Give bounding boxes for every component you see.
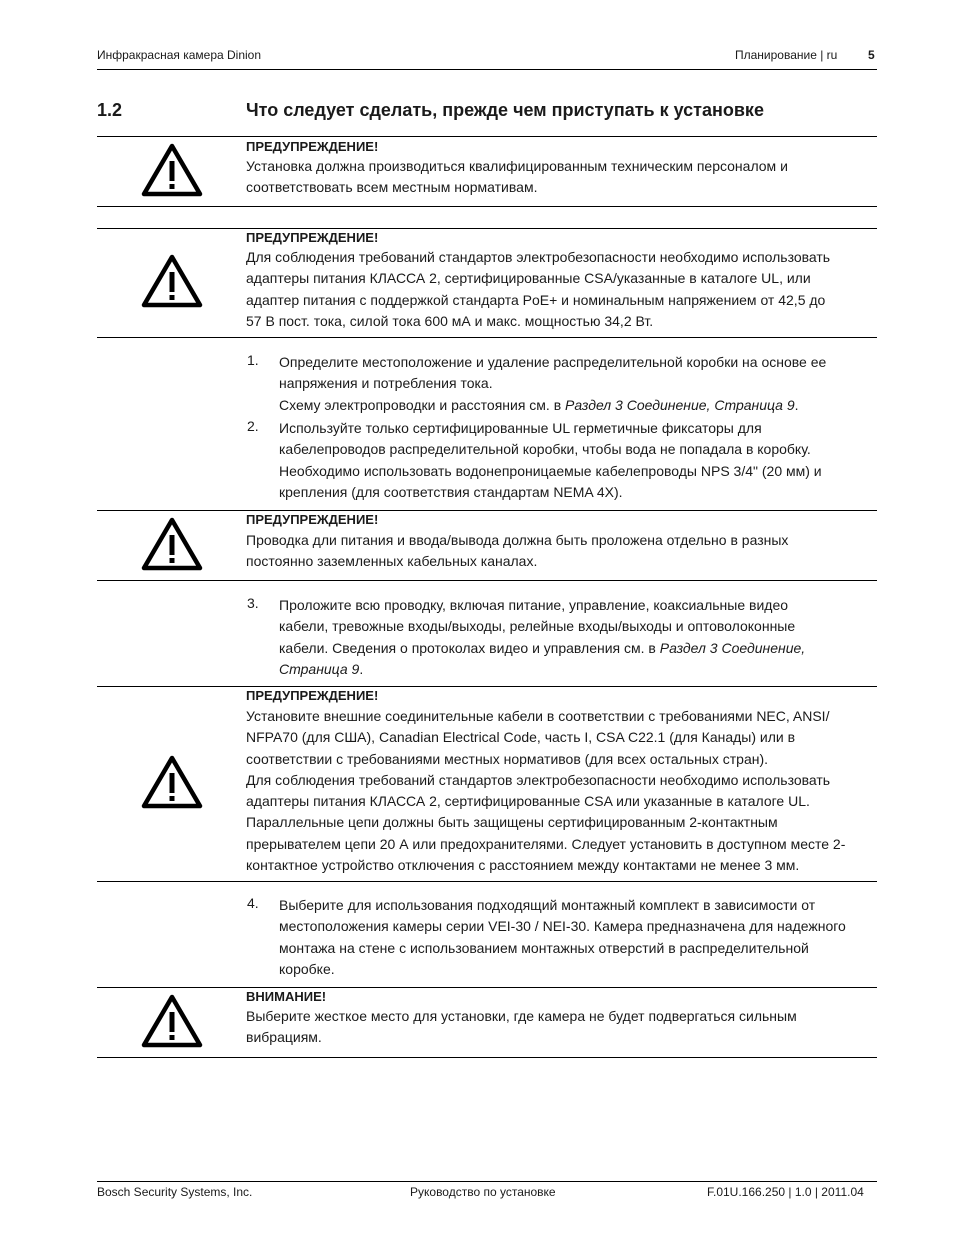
reference-link[interactable]: Страница 9 xyxy=(279,660,360,677)
reference-prefix: кабели. Сведения о протоколах видео и управления см. в xyxy=(279,639,660,656)
step-reference xyxy=(279,395,879,416)
step-number: 3. xyxy=(247,595,259,611)
reference-link[interactable]: Раздел 3 Соединение, Страница 9 xyxy=(565,396,795,413)
header-right: Планирование | ru xyxy=(735,48,838,62)
warning-icon xyxy=(140,142,204,198)
note-line: адаптеры питания КЛАССА 2, сертифицированные CSA/указанные в каталоге UL, или xyxy=(246,270,811,287)
step-line: Проложите всю проводку, включая питание, управление, коаксиальные видео xyxy=(279,597,789,613)
note-title: ПРЕДУПРЕЖДЕНИЕ! xyxy=(246,512,379,527)
step-text xyxy=(279,595,879,680)
note-line: Установите внешние соединительные кабели в соответствии с требованиями NEC, ANSI/ xyxy=(246,708,830,724)
note-line: адаптер питания с поддержкой стандарта PoE+ и номинальным напряжением от 42,5 до xyxy=(246,291,826,308)
step-line xyxy=(279,638,879,659)
note-line: Проводка дли питания и ввода/вывода должна быть проложена отдельно в разных xyxy=(246,532,789,548)
step-line: местоположения камеры серии VEI-30 / NEI-30. Камера предназначена для надежного xyxy=(279,918,846,935)
note-title: ПРЕДУПРЕЖДЕНИЕ! xyxy=(246,230,379,245)
footer-center: Руководство по установке xyxy=(410,1185,556,1199)
step-number: 1. xyxy=(247,352,259,368)
note-line: постоянно заземленных кабельных каналах. xyxy=(246,553,538,570)
step-line: Выберите для использования подходящий монтажный комплект в зависимости от xyxy=(279,897,816,913)
header-rule xyxy=(97,69,877,70)
note-line: Выберите жесткое место для установки, где камера не будет подвергаться сильным xyxy=(246,1008,797,1024)
note-line: контактное устройство отключения с расстоянием между контактами не менее 3 мм. xyxy=(246,857,800,874)
note-title: ВНИМАНИЕ! xyxy=(246,989,327,1004)
note-rule-top xyxy=(97,987,877,988)
note-line: вибрациям. xyxy=(246,1029,322,1046)
step-line: Используйте только сертифицированные UL герметичные фиксаторы для xyxy=(279,420,762,436)
note-rule-bottom xyxy=(97,337,877,338)
note-body xyxy=(246,247,886,332)
step-line: кабелепроводов распределительной коробки, чтобы вода не попадала в коробку. xyxy=(279,441,811,458)
step-line: напряжения и потребления тока. xyxy=(279,375,493,392)
note-body xyxy=(246,706,886,876)
note-line: Для соблюдения требований стандартов электробезопасности необходимо использовать xyxy=(246,771,831,788)
note-body xyxy=(246,156,886,199)
note-body xyxy=(246,530,886,573)
step-line: Необходимо использовать водонепроницаемые кабелепроводы NPS 3/4" (20 мм) и xyxy=(279,462,822,479)
warning-icon xyxy=(140,993,204,1049)
reference-suffix: . xyxy=(794,396,799,413)
note-rule-bottom xyxy=(97,206,877,207)
note-line: NFPA70 (для США), Canadian Electrical Code, часть I, CSA C22.1 (для Канады) или в xyxy=(246,729,796,746)
note-rule-bottom xyxy=(97,1057,877,1058)
step-line: монтажа на стене с использованием монтажных отверстий в распределительной xyxy=(279,939,809,956)
page-number: 5 xyxy=(868,48,875,62)
note-line: Для соблюдения требований стандартов электробезопасности необходимо использовать xyxy=(246,249,831,265)
note-rule-top xyxy=(97,136,877,137)
step-line: крепления (для соответствия стандартам NEMA 4X). xyxy=(279,483,623,500)
step-line: коробке. xyxy=(279,960,335,977)
reference-link[interactable]: Раздел 3 Соединение, xyxy=(659,639,806,656)
warning-icon xyxy=(140,516,204,572)
footer-left: Bosch Security Systems, Inc. xyxy=(97,1185,253,1199)
footer-rule xyxy=(97,1181,877,1182)
step-number: 4. xyxy=(247,895,259,911)
step-line: Определите местоположение и удаление распределительной коробки на основе ее xyxy=(279,354,827,370)
section-number: 1.2 xyxy=(97,100,123,120)
step-number: 2. xyxy=(247,418,259,434)
warning-icon xyxy=(140,754,204,810)
note-rule-bottom xyxy=(97,881,877,882)
reference-prefix: Схему электропроводки и расстояния см. в xyxy=(279,396,566,413)
footer-right: F.01U.166.250 | 1.0 | 2011.04 xyxy=(707,1185,864,1199)
note-line: Установка должна производиться квалифицированным техническим персоналом и xyxy=(246,158,788,174)
note-line: 57 В пост. тока, силой тока 600 мА и макс. мощностью 34,2 Вт. xyxy=(246,312,654,329)
reference-suffix: . xyxy=(359,660,364,677)
step-text xyxy=(279,418,879,503)
note-line: соответствовать всем местным нормативам. xyxy=(246,179,538,196)
section-title: Что следует сделать, прежде чем приступать к установке xyxy=(246,100,764,120)
note-line: адаптеры питания КЛАССА 2, сертифицированные CSA или указанные в каталоге UL. xyxy=(246,793,810,810)
note-rule-bottom xyxy=(97,580,877,581)
header-left: Инфракрасная камера Dinion xyxy=(97,48,262,62)
note-line: соответствии с требованиями местных нормативов (для всех остальных стран). xyxy=(246,750,769,767)
note-rule-top xyxy=(97,228,877,229)
note-line: Параллельные цепи должны быть защищены сертифицированным 2-контактным xyxy=(246,814,778,831)
warning-icon xyxy=(140,253,204,309)
note-body xyxy=(246,1006,886,1049)
step-line xyxy=(279,659,879,680)
step-text xyxy=(279,352,879,416)
note-rule-top xyxy=(97,510,877,511)
note-rule-top xyxy=(97,686,877,687)
step-text xyxy=(279,895,879,980)
note-title: ПРЕДУПРЕЖДЕНИЕ! xyxy=(246,688,379,703)
note-title: ПРЕДУПРЕЖДЕНИЕ! xyxy=(246,139,379,154)
note-line: прерывателем цепи 20 А или предохранителями. Следует установить в доступном месте 2- xyxy=(246,835,846,852)
step-line: кабели, тревожные входы/выходы, релейные входы/выходы и оптоволоконные xyxy=(279,618,796,635)
